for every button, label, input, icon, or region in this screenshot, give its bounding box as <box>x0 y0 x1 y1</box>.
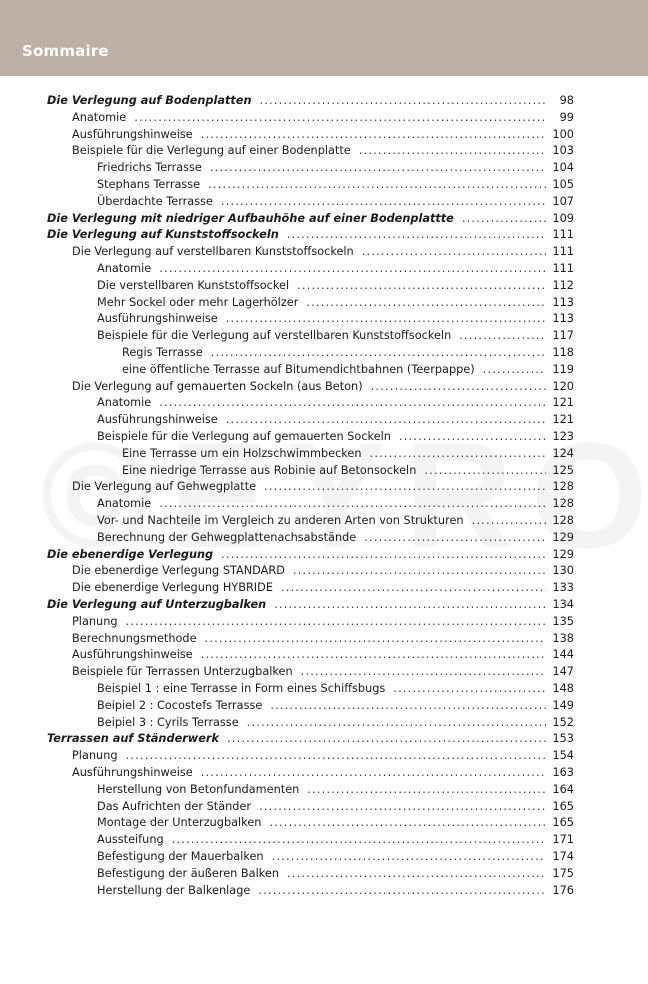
toc-entry-page: 113 <box>552 312 574 326</box>
toc-entry-title: Beipiel 2 : Cocostefs Terrasse <box>97 698 263 712</box>
toc-entry-page: 128 <box>552 514 574 527</box>
toc-entry-page: 111 <box>552 262 574 275</box>
dot-leader <box>281 579 546 596</box>
dot-leader <box>134 109 546 126</box>
dot-leader <box>258 882 546 899</box>
toc-entry-title: Ausführungshinweise <box>97 413 218 427</box>
toc-entry-page: 147 <box>552 665 574 679</box>
toc-entry-title: Herstellung der Balkenlage <box>97 883 251 897</box>
toc-entry[interactable] <box>97 831 574 848</box>
toc-entry[interactable] <box>72 764 574 781</box>
dot-leader <box>459 327 546 344</box>
toc-entry-page: 133 <box>552 581 574 595</box>
toc-entry-title: Berechnung der Gehwegplattenachsabstände <box>97 530 357 544</box>
toc-entry[interactable] <box>72 142 574 159</box>
toc-entry-page: 148 <box>552 682 574 695</box>
toc-entry[interactable] <box>97 260 574 277</box>
dot-leader <box>270 697 546 714</box>
toc-entry-title: Ausführungshinweise <box>72 127 193 141</box>
dot-leader <box>126 747 546 764</box>
toc-entry[interactable] <box>97 865 574 882</box>
toc-entry[interactable] <box>72 378 574 395</box>
toc-entry-page: 175 <box>552 866 574 880</box>
toc-entry-title: Die Verlegung auf Gehwegplatte <box>72 480 257 494</box>
toc-entry-title: Die verstellbaren Kunststoffsockel <box>97 278 290 292</box>
toc-entry[interactable] <box>97 680 574 697</box>
toc-entry-page: 165 <box>552 816 574 830</box>
toc-entry[interactable] <box>97 848 574 865</box>
dot-leader <box>259 798 546 815</box>
toc-entry[interactable] <box>72 613 574 630</box>
toc-entry-page: 135 <box>552 614 574 628</box>
toc-entry[interactable] <box>97 193 574 210</box>
dot-leader <box>393 680 546 697</box>
toc-entry[interactable] <box>72 630 574 647</box>
toc-entry-page: 105 <box>552 178 574 191</box>
dot-leader <box>399 428 546 445</box>
page-title: Sommaire <box>22 42 109 60</box>
toc-entry-page: 99 <box>559 110 574 124</box>
toc-entry-page: 109 <box>552 211 574 225</box>
toc-entry-title: Die Verlegung auf gemauerten Sockeln (aus Beton) <box>72 379 363 393</box>
dot-leader <box>211 344 546 361</box>
page-header <box>0 0 648 76</box>
toc-entry-title: Ausführungshinweise <box>72 648 193 662</box>
toc-entry[interactable] <box>72 109 574 126</box>
dot-leader <box>172 831 546 848</box>
toc-entry-title: Die Verlegung auf Bodenplatten <box>47 94 252 107</box>
toc-entry-page: 176 <box>552 883 574 897</box>
toc-chapter[interactable] <box>47 92 574 109</box>
toc-entry-page: 123 <box>552 430 574 443</box>
toc-entry-title: Befestigung der äußeren Balken <box>97 866 279 880</box>
toc-entry-page: 165 <box>552 799 574 813</box>
toc-entry-title: Die ebenerdige Verlegung HYBRIDE <box>72 581 273 595</box>
dot-leader <box>287 865 546 882</box>
toc-entry-page: 118 <box>552 346 574 359</box>
toc-entry-title: Beispiel 1 : eine Terrasse in Form eines Schiffsbugs <box>97 682 386 695</box>
toc-entry[interactable] <box>97 529 574 546</box>
dot-leader <box>205 630 546 647</box>
toc-entry-title: Die ebenerdige Verlegung <box>47 547 214 561</box>
toc-entry-title: Anatomie <box>97 262 152 275</box>
toc-entry-title: Beispiele für die Verlegung auf verstellbaren Kunststoffsockeln <box>97 329 452 343</box>
dot-leader <box>126 613 546 630</box>
dot-leader <box>159 260 546 277</box>
toc-entry-page: 107 <box>552 194 574 208</box>
toc-entry-page: 174 <box>552 850 574 863</box>
toc-entry[interactable] <box>97 310 574 327</box>
toc-entry-page: 129 <box>552 530 574 544</box>
dot-leader <box>462 210 546 227</box>
toc-entry-page: 120 <box>552 379 574 393</box>
dot-leader <box>221 193 546 210</box>
toc-entry[interactable] <box>72 747 574 764</box>
toc-entry-title: Montage der Unterzugbalken <box>97 816 262 830</box>
toc-entry[interactable] <box>97 882 574 899</box>
dot-leader <box>371 378 546 395</box>
toc-entry-title: Anatomie <box>97 497 152 511</box>
toc-entry-page: 117 <box>552 329 574 343</box>
dot-leader <box>264 478 546 495</box>
toc-entry[interactable] <box>97 781 574 798</box>
dot-leader <box>301 663 546 680</box>
toc-entry[interactable] <box>97 411 574 428</box>
dot-leader <box>293 562 546 579</box>
toc-entry[interactable] <box>72 663 574 680</box>
toc-entry-page: 121 <box>552 413 574 427</box>
toc-chapter[interactable] <box>47 226 574 243</box>
toc-entry[interactable] <box>122 344 574 361</box>
dot-leader <box>159 394 546 411</box>
toc-entry-title: Befestigung der Mauerbalken <box>97 850 264 863</box>
toc-chapter[interactable] <box>47 730 574 747</box>
dot-leader <box>287 226 546 243</box>
toc-entry-page: 171 <box>552 833 574 847</box>
toc-entry-title: Friedrichs Terrasse <box>97 161 202 175</box>
dot-leader <box>307 781 546 798</box>
toc-entry-page: 111 <box>552 245 574 259</box>
toc-chapter[interactable] <box>47 596 574 613</box>
toc-entry-page: 111 <box>552 228 574 242</box>
toc-entry-title: Die Verlegung auf Kunststoffsockeln <box>47 228 279 242</box>
toc-entry-title: Beispiele für die Verlegung auf gemauerten Sockeln <box>97 430 391 443</box>
dot-leader <box>306 294 546 311</box>
toc-entry-page: 113 <box>552 295 574 309</box>
toc-entry[interactable] <box>97 814 574 831</box>
toc-entry-title: Anatomie <box>97 396 152 410</box>
toc-entry-title: Terrassen auf Ständerwerk <box>47 732 219 746</box>
toc-entry-page: 164 <box>552 782 574 796</box>
toc-entry-title: Stephans Terrasse <box>97 178 201 191</box>
dot-leader <box>247 714 546 731</box>
toc-entry-title: Überdachte Terrasse <box>97 194 213 208</box>
toc-entry-title: Das Aufrichten der Ständer <box>97 799 252 813</box>
dot-leader <box>472 512 546 529</box>
toc-entry[interactable] <box>122 462 574 479</box>
toc-entry-page: 129 <box>552 547 574 561</box>
toc-entry[interactable] <box>97 277 574 294</box>
toc-chapter[interactable] <box>47 210 574 227</box>
dot-leader <box>359 142 546 159</box>
toc-entry[interactable] <box>97 294 574 311</box>
dot-leader <box>226 411 546 428</box>
toc-entry[interactable] <box>97 697 574 714</box>
dot-leader <box>297 277 546 294</box>
dot-leader <box>227 730 546 747</box>
toc-entry-page: 124 <box>552 446 574 460</box>
dot-leader <box>226 310 546 327</box>
toc-entry-page: 149 <box>552 698 574 712</box>
toc-entry-page: 144 <box>552 648 574 662</box>
toc-entry[interactable] <box>97 714 574 731</box>
toc-entry-title: Mehr Sockel oder mehr Lagerhölzer <box>97 295 299 309</box>
toc-entry-title: Vor- und Nachteile im Vergleich zu anderen Arten von Strukturen <box>97 514 464 527</box>
dot-leader <box>370 445 546 462</box>
toc-entry[interactable] <box>122 361 574 378</box>
toc-entry[interactable] <box>97 394 574 411</box>
toc-entry-page: 121 <box>552 396 574 410</box>
toc-entry-title: Anatomie <box>72 110 127 124</box>
toc-entry[interactable] <box>72 646 574 663</box>
toc-entry[interactable] <box>72 562 574 579</box>
toc-entry-title: Berechnungsmethode <box>72 631 197 645</box>
toc-entry-title: eine öffentliche Terrasse auf Bitumendichtbahnen (Teerpappe) <box>122 362 475 376</box>
toc-entry-page: 100 <box>552 127 574 141</box>
toc-entry-page: 134 <box>552 598 574 611</box>
toc-entry-title: Ausführungshinweise <box>97 312 218 326</box>
dot-leader <box>260 92 547 109</box>
dot-leader <box>483 361 546 378</box>
toc-entry-title: Aussteifung <box>97 833 164 847</box>
dot-leader <box>210 159 546 176</box>
dot-leader <box>362 243 546 260</box>
toc-entry-page: 130 <box>552 564 574 578</box>
toc-entry-title: Eine Terrasse um ein Holzschwimmbecken <box>122 446 362 460</box>
toc-entry-title: Planung <box>72 614 118 628</box>
toc-entry-title: Die Verlegung mit niedriger Aufbauhöhe auf einer Bodenplattte <box>47 211 454 225</box>
toc-entry-page: 128 <box>552 480 574 494</box>
toc-entry-title: Beipiel 3 : Cyrils Terrasse <box>97 715 239 729</box>
dot-leader <box>208 176 546 193</box>
toc-entry[interactable] <box>97 798 574 815</box>
dot-leader <box>221 546 546 563</box>
dot-leader <box>201 126 546 143</box>
dot-leader <box>201 764 546 781</box>
toc-entry-title: Die Verlegung auf Unterzugbalken <box>47 598 267 611</box>
toc-entry[interactable] <box>72 478 574 495</box>
toc-entry-page: 112 <box>552 278 574 292</box>
toc-entry[interactable] <box>72 126 574 143</box>
dot-leader <box>269 814 546 831</box>
toc-entry-page: 152 <box>552 715 574 729</box>
toc-entry-title: Die ebenerdige Verlegung STANDARD <box>72 564 285 578</box>
toc-entry-title: Beispiele für Terrassen Unterzugbalken <box>72 665 293 679</box>
toc-entry-title: Eine niedrige Terrasse aus Robinie auf Betonsockeln <box>122 463 417 477</box>
toc-entry[interactable] <box>97 159 574 176</box>
toc-entry-title: Die Verlegung auf verstellbaren Kunststoffsockeln <box>72 245 354 259</box>
toc-entry-title: Ausführungshinweise <box>72 766 193 779</box>
toc-entry-title: Beispiele für die Verlegung auf einer Bodenplatte <box>72 144 351 158</box>
toc-entry[interactable] <box>97 428 574 445</box>
toc-entry[interactable] <box>97 512 574 529</box>
dot-leader <box>201 646 546 663</box>
toc-entry-page: 153 <box>552 732 574 746</box>
toc-entry[interactable] <box>122 445 574 462</box>
toc-entry-page: 125 <box>552 463 574 477</box>
toc-entry[interactable] <box>72 243 574 260</box>
toc-entry-page: 103 <box>552 144 574 158</box>
toc-entry-title: Regis Terrasse <box>122 346 203 359</box>
toc-entry-page: 119 <box>552 362 574 376</box>
dot-leader <box>274 596 546 613</box>
dot-leader <box>364 529 546 546</box>
dot-leader <box>159 495 546 512</box>
dot-leader <box>424 462 546 479</box>
toc-entry[interactable] <box>97 495 574 512</box>
toc-chapter[interactable] <box>47 546 574 563</box>
toc-entry-page: 128 <box>552 497 574 511</box>
toc-entry[interactable] <box>97 176 574 193</box>
toc-entry[interactable] <box>97 327 574 344</box>
toc-entry-page: 104 <box>552 161 574 175</box>
toc-entry-title: Planung <box>72 749 118 763</box>
toc-entry-page: 163 <box>552 766 574 779</box>
toc-entry-page: 98 <box>559 94 574 107</box>
toc-entry[interactable] <box>72 579 574 596</box>
toc-entry-page: 154 <box>552 749 574 763</box>
toc-entry-title: Herstellung von Betonfundamenten <box>97 782 300 796</box>
toc-entry-page: 138 <box>552 631 574 645</box>
dot-leader <box>272 848 546 865</box>
